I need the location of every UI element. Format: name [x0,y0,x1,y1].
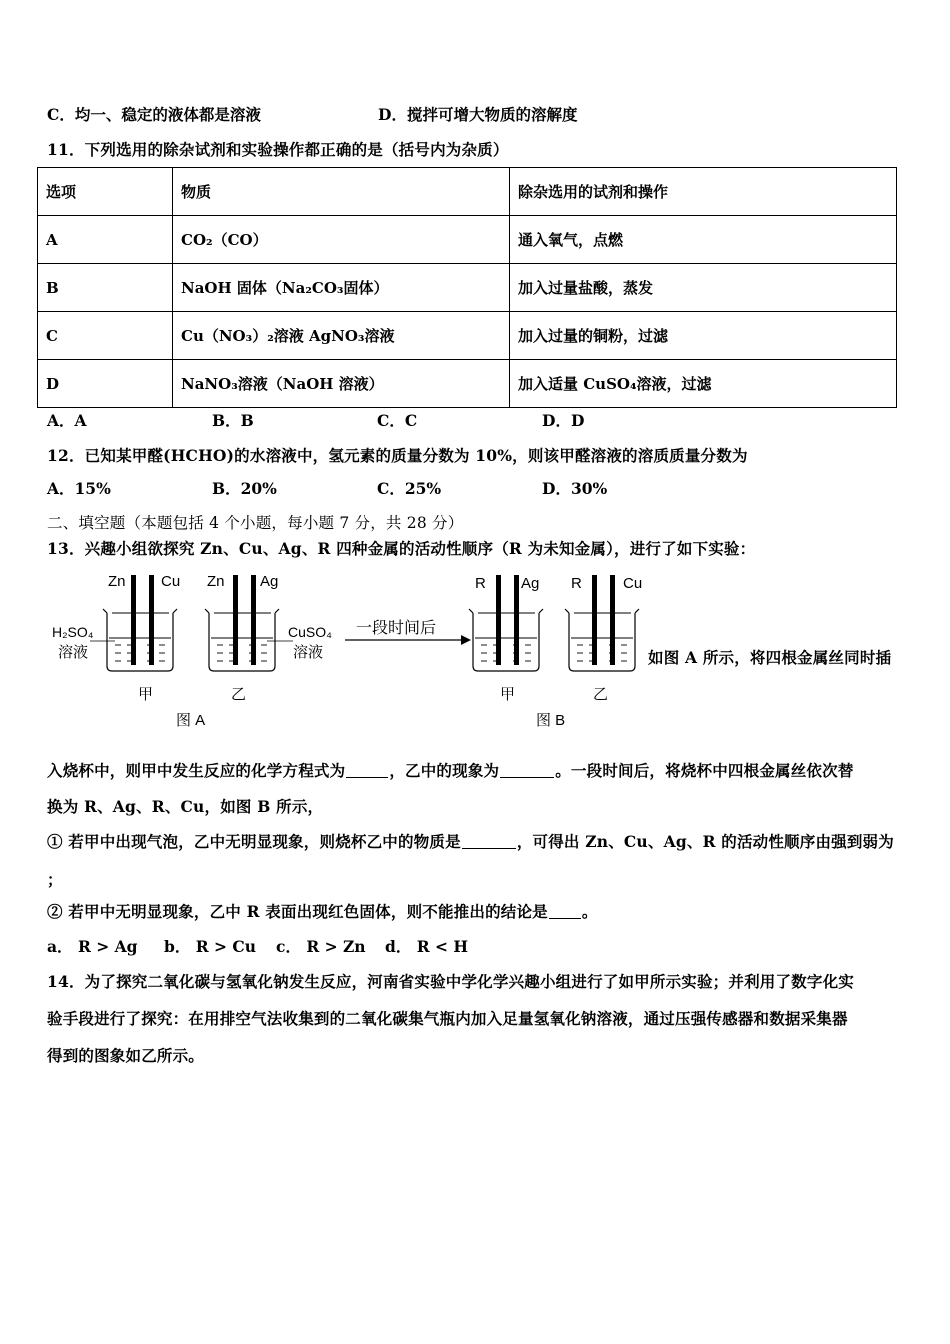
cu-wire [149,575,154,665]
q11-stem: 11．下列选用的除杂试剂和实验操作都正确的是（括号内为杂质） [47,140,509,159]
figure-a-caption: 图 A [176,712,206,729]
r-wire-jia [496,575,501,665]
q13-option-b: b． R > Cu [164,937,257,956]
q13-stem: 13．兴趣小组欲探究 Zn、Cu、Ag、R 四种金属的活动性顺序（R 为未知金属），进行了如下实验： [47,539,756,558]
table-header-cell: 除杂选用的试剂和操作 [510,168,897,216]
table-row [38,360,897,408]
label-r-yi: R [571,575,582,592]
table-cell: 加入过量盐酸，蒸发 [510,264,897,312]
q13-line2: 换为 R、Ag、R、Cu，如图 B 所示， [47,797,324,816]
beaker-yi-b [565,609,639,671]
table-row [38,216,897,264]
cu-wire-b [610,575,615,665]
r-wire-yi [592,575,597,665]
table-cell: NaOH 固体（Na₂CO₃固体） [173,264,510,312]
q13-line1-a: 入烧杯中，则甲中发生反应的化学方程式为 [47,761,346,780]
equation-blank[interactable] [346,776,388,778]
q12-option-a: A．15% [47,479,111,498]
q11-option-c: C．C [377,411,418,430]
beaker-jia-a [103,609,177,671]
label-zn-yi: Zn [207,573,225,590]
ag-wire-b [514,575,519,665]
q13-option-c: c． R > Zn [276,937,366,956]
ag-wire [251,575,256,665]
arrow-label: 一段时间后 [356,620,437,637]
label-cuso4: CuSO₄ [288,624,332,640]
label-cu: Cu [161,573,181,590]
arrow-head [461,635,471,645]
table-cell: C [38,312,173,360]
q13-line3 [47,830,894,852]
prev-option-d: D．搅拌可增大物质的溶解度 [378,105,578,124]
q14-line3: 得到的图象如乙所示。 [47,1046,205,1065]
q14-line2: 验手段进行了探究：在用排空气法收集到的二氧化碳集气瓶内加入足量氢氧化钠溶液，通过压强传感器和数据采集器 [47,1009,848,1028]
q11-option-b: B．B [212,411,254,430]
conclusion-blank[interactable] [549,917,581,919]
table-cell: 加入过量的铜粉，过滤 [510,312,897,360]
q11-option-a: A．A [47,411,87,430]
q13-line1-c: 。一段时间后，将烧杯中四根金属丝依次替 [555,761,854,780]
q13-line3-b: ，可得出 Zn、Cu、Ag、R 的活动性顺序由强到弱为 [516,832,894,851]
label-ag-b: Ag [521,575,540,592]
table-cell: 加入适量 CuSO₄溶液，过滤 [510,360,897,408]
q13-figure [45,565,655,735]
q13-line1-b: ，乙中的现象为 [389,761,500,780]
zn-wire [131,575,136,665]
figure-b-caption: 图 B [536,712,566,729]
q11-option-d: D．D [542,411,585,430]
label-yi-a: 乙 [231,686,247,703]
table-row [38,264,897,312]
table-header-cell: 选项 [38,168,173,216]
table-row [38,312,897,360]
q12-option-d: D．30% [542,479,608,498]
q12-option-c: C．25% [377,479,442,498]
table-cell: Cu（NO₃）₂溶液 AgNO₃溶液 [173,312,510,360]
beaker-jia-b [469,609,543,671]
q11-table [37,167,897,408]
label-zn: Zn [108,573,126,590]
label-yi-b: 乙 [593,686,609,703]
table-cell: CO₂（CO） [173,216,510,264]
label-solution-left: 溶液 [58,644,89,661]
table-cell: NaNO₃溶液（NaOH 溶液） [173,360,510,408]
phenomenon-blank[interactable] [500,776,554,778]
table-cell: D [38,360,173,408]
section-heading: 二、填空题（本题包括 4 个小题，每小题 7 分，共 28 分） [47,514,464,532]
label-ag: Ag [260,573,279,590]
table-cell: A [38,216,173,264]
label-solution-right: 溶液 [293,644,324,661]
q13-option-d: d． R < H [385,937,469,956]
label-jia-b: 甲 [500,686,516,703]
q13-line3-a: ① 若甲中出现气泡，乙中无明显现象，则烧杯乙中的物质是 [47,832,461,851]
prev-option-c: C．均一、稳定的液体都是溶液 [47,105,261,124]
q14-line1: 14．为了探究二氧化碳与氢氧化钠发生反应，河南省实验中学化学兴趣小组进行了如甲所示实验；并利用了数字化实 [47,972,854,991]
label-r-jia: R [475,575,486,592]
q13-line4: ； [47,870,63,889]
table-header-row [38,168,897,216]
beaker-yi-a [205,609,279,671]
q13-line5-b: 。 [581,902,598,921]
substance-blank[interactable] [462,847,516,849]
q13-option-a: a． R > Ag [47,937,138,956]
label-jia-a: 甲 [138,686,154,703]
q13-side-text: 如图 A 所示，将四根金属丝同时插 [648,648,892,667]
table-header-cell: 物质 [173,168,510,216]
label-cu-b: Cu [623,575,643,592]
q13-line5 [47,900,598,922]
zn-wire-yi [233,575,238,665]
q13-line5-a: ② 若甲中无明显现象，乙中 R 表面出现红色固体，则不能推出的结论是 [47,902,548,921]
table-cell: 通入氧气，点燃 [510,216,897,264]
label-h2so4: H₂SO₄ [52,624,94,640]
q12-option-b: B．20% [212,479,277,498]
table-cell: B [38,264,173,312]
q13-line1 [47,759,854,781]
q12-stem: 12．已知某甲醛(HCHO)的水溶液中，氢元素的质量分数为 10%，则该甲醛溶液的溶质质量分数为 [47,446,748,465]
